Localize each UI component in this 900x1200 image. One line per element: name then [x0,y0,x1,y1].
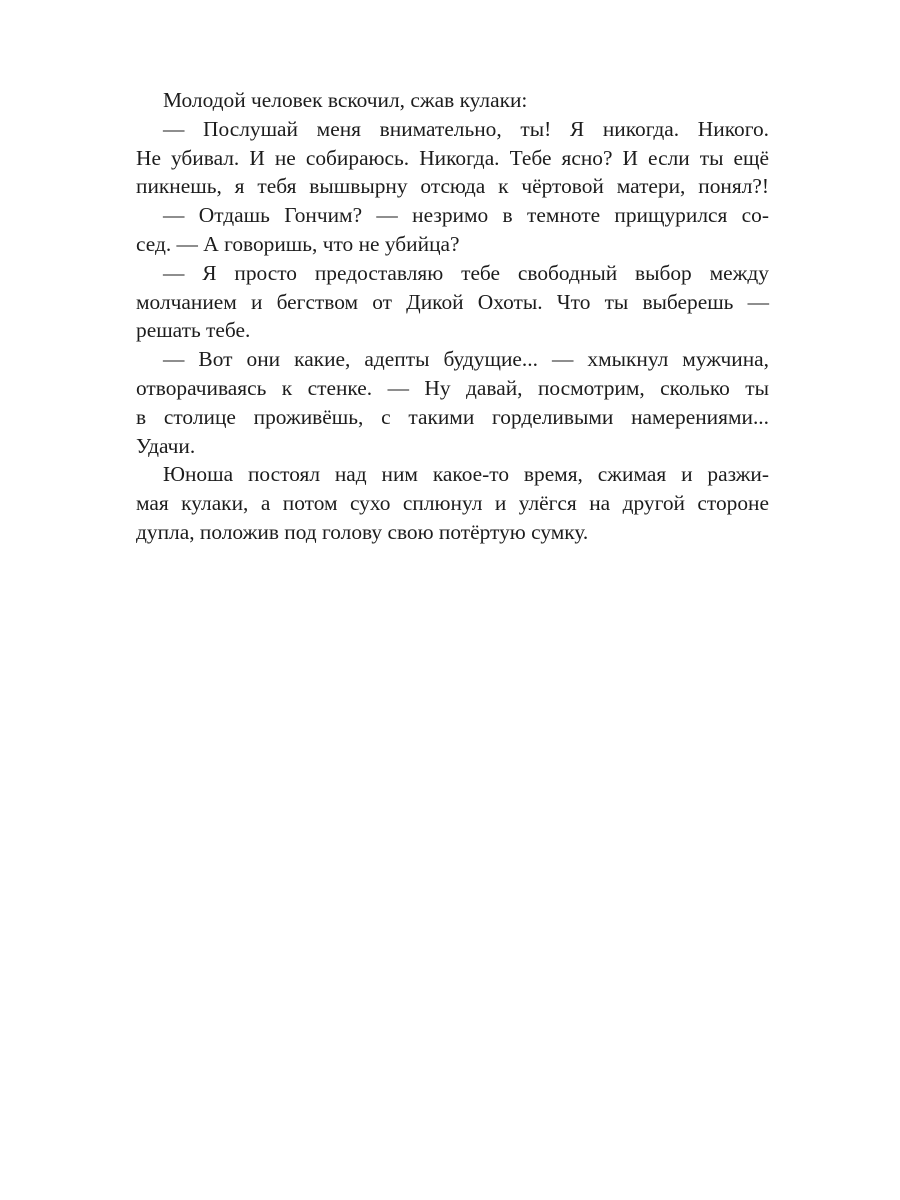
text-line: — Я просто предоставляю тебе свободный выбор между [163,260,769,285]
text-line: сед. — А говоришь, что не убийца? [136,231,460,256]
paragraph [136,86,769,115]
paragraph [136,345,769,460]
text-line: мая кулаки, а потом сухо сплюнул и улёгся на другой стороне [136,491,769,516]
text-line: Удачи. [136,433,196,458]
text-line: дупла, положив под голову свою потёртую сумку. [136,519,589,544]
paragraph [136,460,769,546]
text-line: отворачиваясь к стенке. — Ну давай, посмотрим, сколько ты [136,375,769,400]
text-line: — Вот они какие, адепты будущие... — хмыкнул мужчина, [163,347,769,372]
text-block [136,86,769,547]
paragraph [136,201,769,259]
text-line: Молодой человек вскочил, сжав кулаки: [163,88,528,112]
text-line: Не убивал. И не собираюсь. Никогда. Тебе ясно? И если ты ещё [136,145,769,170]
text-line: молчанием и бегством от Дикой Охоты. Что ты выберешь — [136,289,769,314]
text-line: — Отдашь Гончим? — незримо в темноте прищурился со- [163,203,769,228]
text-line: Юноша постоял над ним какое-то время, сжимая и разжи- [163,462,769,487]
text-line: решать тебе. [136,318,251,343]
text-line: пикнешь, я тебя вышвырну отсюда к чёртовой матери, понял?! [136,174,769,199]
text-line: в столице проживёшь, с такими горделивыми намерениями... [136,404,769,429]
paragraph [136,259,769,345]
text-line: — Послушай меня внимательно, ты! Я никогда. Никого. [163,116,769,141]
paragraph [136,115,769,201]
